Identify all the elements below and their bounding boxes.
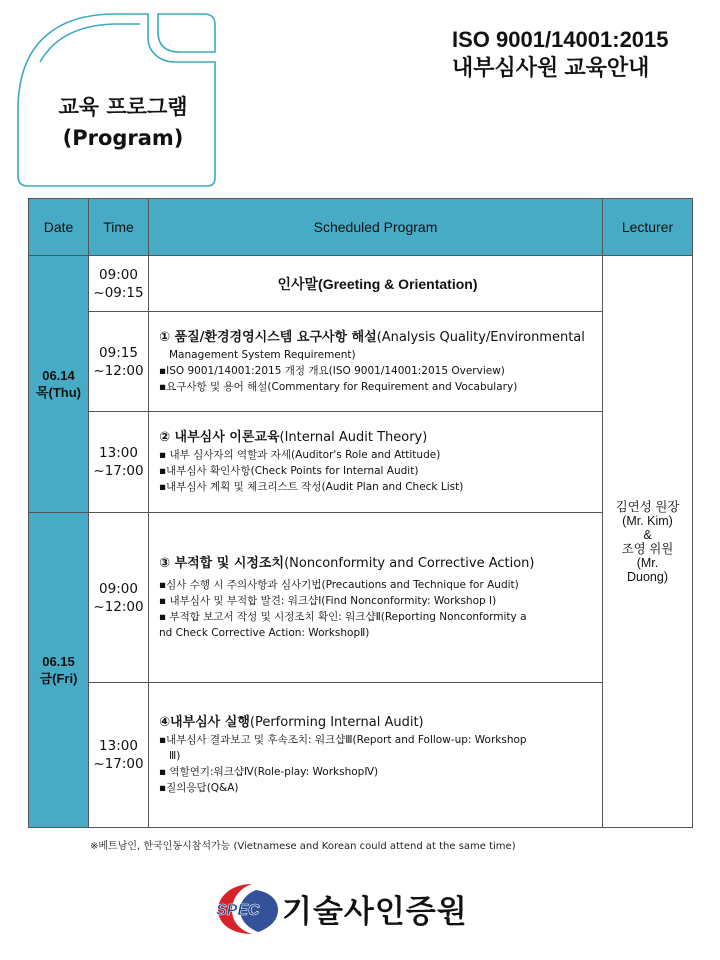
- program-bullet: ▪내부심사 계획 및 체크리스트 작성(Audit Plan and Check List): [159, 481, 464, 493]
- time-end: ~17:00: [93, 463, 144, 479]
- time-end: ~12:00: [93, 362, 144, 379]
- table-row: [29, 513, 693, 683]
- program-title: [38, 92, 208, 154]
- program-title-en: (Program): [62, 126, 184, 150]
- program-bullet: ▪ 내부 심사자의 역할과 자세(Auditor's Role and Attitude): [159, 449, 441, 461]
- document-title: [452, 26, 669, 82]
- lecturer-line: (Mr.: [636, 555, 659, 570]
- program-cell: [149, 513, 603, 683]
- program-title: 인사말(Greeting & Orientation): [277, 275, 478, 292]
- program-bullet-continued: Ⅲ): [169, 750, 181, 762]
- program-bullet: ▪내부심사 확인사항(Check Points for Internal Audit): [159, 465, 419, 477]
- schedule-table: [28, 198, 693, 828]
- program-cell: [149, 256, 603, 312]
- time-start: 09:15: [99, 344, 138, 361]
- program-title-continued: Management System Requirement): [169, 348, 356, 361]
- iso-standard-title: ISO 9001/14001:2015: [452, 27, 669, 52]
- program-title-ko: 교육 프로그램: [58, 95, 188, 119]
- program-title-bold: ③ 부적합 및 시정조치: [159, 555, 285, 571]
- program-bullet: ▪ 내부심사 및 부적합 발견: 워크샵Ⅰ(Find Nonconformity: Workshop Ⅰ): [159, 594, 497, 607]
- time-cell: [89, 312, 149, 412]
- lecturer-line: 김연성 원장: [615, 499, 680, 514]
- date-cell-day1: [29, 256, 89, 513]
- time-cell: [89, 513, 149, 683]
- time-cell: [89, 683, 149, 828]
- weekday-day2: 금(Fri): [39, 671, 78, 686]
- column-header-date: Date: [29, 199, 89, 256]
- program-title: [159, 555, 596, 573]
- column-header-program: Scheduled Program: [149, 199, 603, 256]
- date-day1: 06.14: [42, 368, 75, 383]
- program-cell: [149, 312, 603, 412]
- program-title-rest: (Nonconformity and Corrective Action): [284, 555, 535, 571]
- column-header-lecturer: Lecturer: [603, 199, 693, 256]
- program-title-bold: ② 내부심사 이론교육: [159, 430, 280, 445]
- time-end: ~17:00: [93, 756, 144, 772]
- column-header-time: Time: [89, 199, 149, 256]
- program-bullet: ▪ 부적합 보고서 작성 및 시정조치 확인: 워크샵Ⅱ(Reporting Nonconformity a: [159, 610, 527, 623]
- program-title-rest: (Performing Internal Audit): [249, 715, 424, 730]
- lecturer-line: 조영 위원: [621, 541, 674, 556]
- organization-name: 기술사인증원: [282, 894, 468, 930]
- footnote: ※베트남인, 한국인동시참석가능 (Vietnamese and Korean could attend at the same time): [90, 841, 516, 852]
- time-start: 09:00: [99, 580, 138, 597]
- program-bullet: ▪질의응답(Q&A): [159, 782, 239, 794]
- time-start: 13:00: [99, 738, 138, 754]
- lecturer-cell: [603, 256, 693, 828]
- table-row: [29, 256, 693, 312]
- table-row: [29, 412, 693, 513]
- logo-mark-text: SPEC: [216, 902, 260, 919]
- date-cell-day2: [29, 513, 89, 828]
- program-cell: [149, 683, 603, 828]
- time-start: 09:00: [99, 266, 138, 283]
- program-bullet: ▪ 역할연기:워크샵Ⅳ(Role-play: WorkshopⅣ): [159, 766, 379, 778]
- time-end: ~12:00: [93, 598, 144, 615]
- time-end: ~09:15: [93, 284, 144, 301]
- lecturer-line: (Mr. Kim): [622, 513, 673, 528]
- course-title: 내부심사원 교육안내: [452, 55, 650, 80]
- weekday-day1: 목(Thu): [35, 385, 82, 400]
- program-bullet: ▪요구사항 및 용어 해설(Commentary for Requirement and Vocabulary): [159, 380, 518, 393]
- table-row: [29, 312, 693, 412]
- program-bullet: ▪내부심사 결과보고 및 후속조치: 워크샵Ⅲ(Report and Follow-up: Workshop: [159, 734, 527, 746]
- lecturer-line: &: [643, 527, 652, 542]
- program-title: [159, 429, 596, 447]
- spec-logo-icon: [212, 880, 282, 936]
- time-cell: [89, 412, 149, 513]
- program-title-bold: ① 품질/환경경영시스템 요구사항 해설: [159, 329, 377, 345]
- program-title: [159, 329, 596, 347]
- program-title-bold: ④내부심사 실행: [159, 715, 250, 730]
- table-header-row: [29, 199, 693, 256]
- program-bullet-continued: nd Check Corrective Action: WorkshopⅡ): [159, 626, 370, 639]
- program-cell: [149, 412, 603, 513]
- program-title-rest: (Analysis Quality/Environmental: [376, 329, 585, 345]
- time-start: 13:00: [99, 445, 138, 461]
- date-day2: 06.15: [42, 654, 75, 669]
- program-bullet: ▪심사 수행 시 주의사항과 심사기법(Precautions and Technique for Audit): [159, 578, 519, 591]
- program-bullet: ▪ISO 9001/14001:2015 개정 개요(ISO 9001/14001:2015 Overview): [159, 364, 505, 377]
- time-cell: [89, 256, 149, 312]
- table-row: [29, 683, 693, 828]
- program-title: [159, 714, 596, 732]
- program-title-rest: (Internal Audit Theory): [279, 430, 428, 445]
- lecturer-line: Duong): [627, 569, 668, 584]
